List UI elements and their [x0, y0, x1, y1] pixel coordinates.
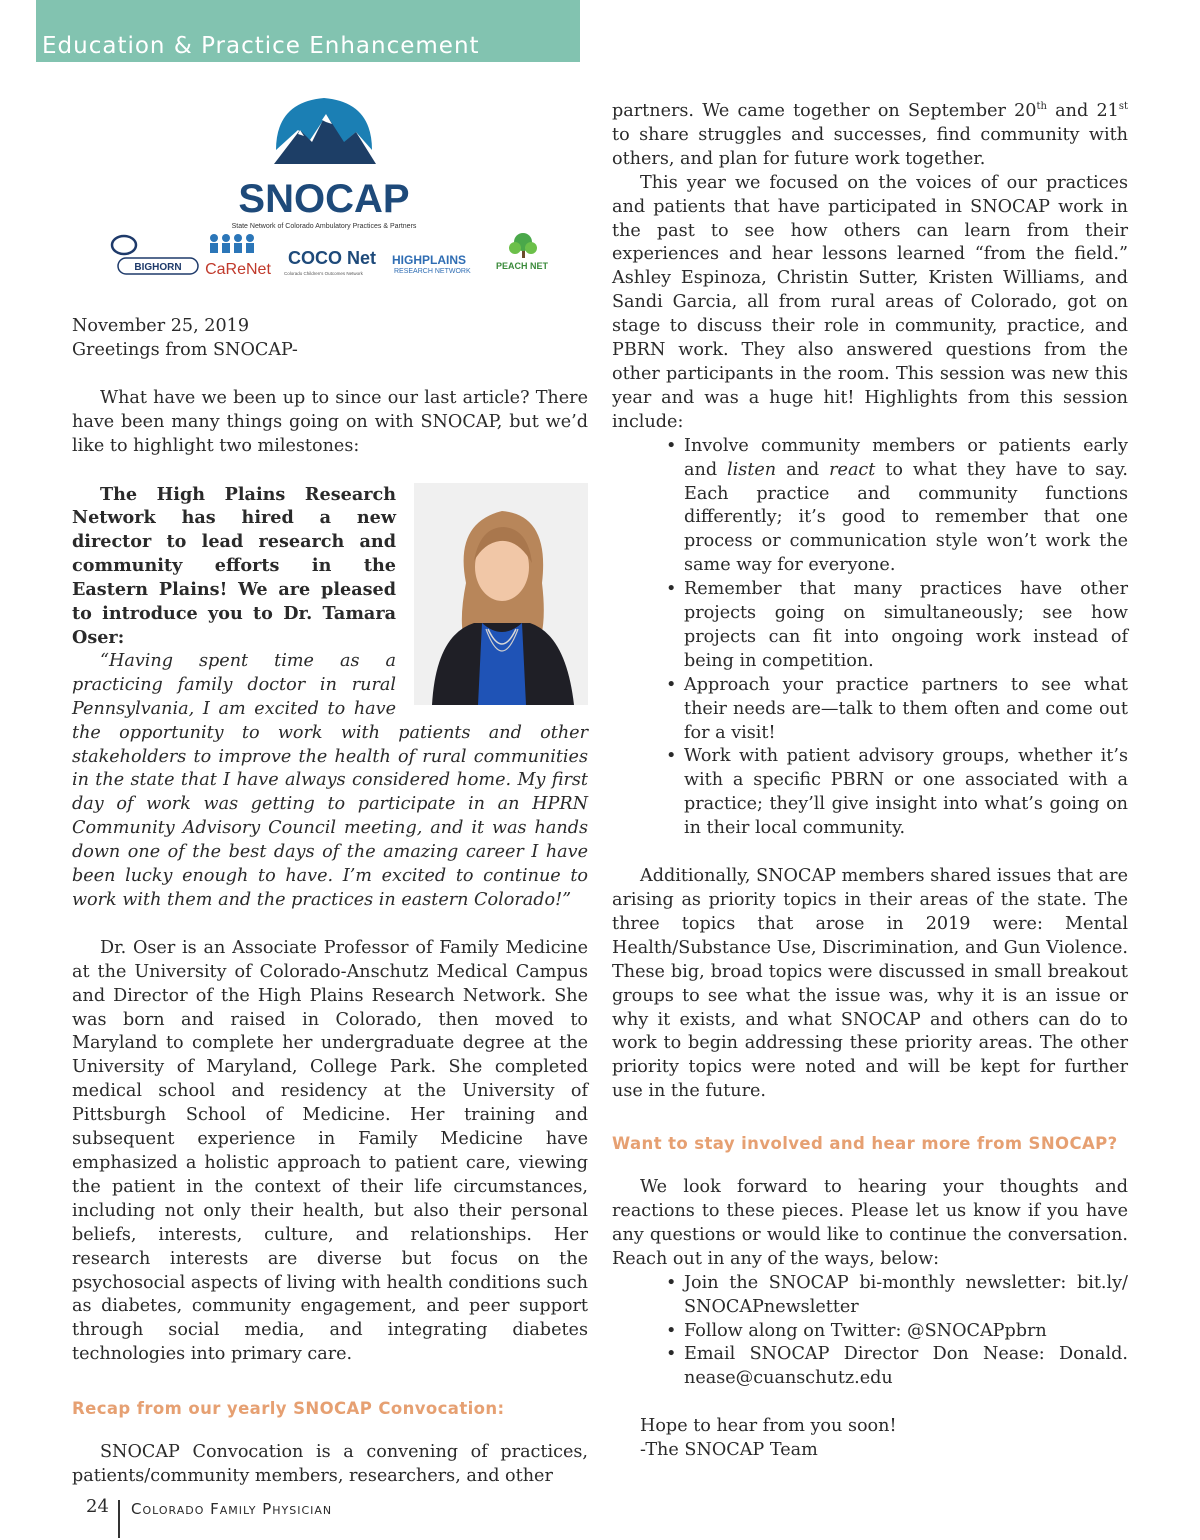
priority-topics-paragraph: Additionally, SNOCAP members shared issues that are arising as priority topics in their areas of the state. The three topics that arose in 2019 were: Mental Health/Substance Use, Discrimination, and Gun Violence. These big, broad topics were discussed in small breakout groups to see what the issue was, why it is an issue or why it exists, and what SNOCAP and others can do to work to begin addressing these priority areas. The other priority topics were noted and will be kept for further use in the future. — [612, 866, 1128, 1102]
section-banner — [36, 0, 580, 62]
partner-coconet: COCO Net — [288, 248, 377, 268]
highlight-item: • Remember that many practices have other projects going on simultaneously; see how projects can fit into ongoing work instead of being in competition. — [684, 578, 1128, 674]
recap-heading: Recap from our yearly SNOCAP Convocation: — [72, 1399, 505, 1419]
left-column — [72, 315, 588, 1489]
carenet-people-icon — [210, 234, 254, 253]
partner-highplains-subtitle: RESEARCH NETWORK — [394, 268, 471, 275]
partner-bighorn: BIGHORN — [134, 262, 182, 273]
email-item: • Email SNOCAP Director Don Nease: Donald. nease@cuanschutz.edu — [684, 1343, 1128, 1391]
director-quote: “Having spent time as a practicing family doctor in rural Pennsylvania, I am excited to have the opportunity to work with patients and other stakeholders to improve the health of rural communities in the state that I have always considered home. My first day of work was getting to participate in an HPRN Community Advisory Council meeting, and it was hands down one of the best days of the amazing career I have been lucky enough to have. I’m excited to continue to work with them and the practices in eastern Colorado!” — [72, 650, 588, 910]
partner-coconet-subtitle: Colorado Children's Outcomes Network — [284, 271, 363, 276]
highlight-item: • Approach your practice partners to see what their needs are—talk to them often and come out for a visit! — [684, 674, 1128, 746]
photo-frame — [412, 483, 588, 705]
section-title: Education & Practice Enhancement — [42, 33, 480, 59]
intro-paragraph: What have we been up to since our last article? There have been many things going on with SNOCAP, but we’d like to highlight two milestones: — [72, 387, 588, 456]
logo-name: SNOCAP — [238, 177, 410, 221]
right-column — [612, 100, 1128, 1463]
signoff-line: -The SNOCAP Team — [640, 1440, 818, 1461]
twitter-item: • Follow along on Twitter: @SNOCAPpbrn — [684, 1320, 1128, 1344]
highlight-item: • Involve community members or patients early and listen and react to what they have to say. Each practice and community functions differently; it’s good to remember that one process or communication style won’t work the same way for everyone. — [684, 435, 1128, 578]
voices-paragraph: This year we focused on the voices of our practices and patients that have participated in SNOCAP work in the past to see how others can learn from their experiences and hear lessons learned “from the field.” Ashley Espinoza, Christin Sutter, Kristen Williams, and Sandi Garcia, all from rural areas of Colorado, got on stage to discuss their role in community, practice, and PBRN work. They also answered questions from the other participants in the room. This session was new this year and was a huge hit! Highlights from this session include: — [612, 172, 1128, 432]
closing-line: Hope to hear from you soon! — [640, 1416, 897, 1437]
convocation-paragraph: SNOCAP Convocation is a convening of practices, patients/community members, researchers, and other — [72, 1442, 588, 1486]
convocation-continued: partners. We came together on September 20th and 21st to share struggles and successes, find community with others, and plan for future work together. — [612, 101, 1128, 169]
dr-oser-photo — [414, 483, 588, 705]
letter-date: November 25, 2019 — [72, 316, 250, 336]
partner-peachnet: PEACH NET — [495, 261, 549, 271]
director-bio: Dr. Oser is an Associate Professor of Family Medicine at the University of Colorado-Anschutz Medical Campus and Director of the High Plains Research Network. She was born and raised in Colorado, then moved to Maryland to complete her undergraduate degree at the University of Maryland, College Park. She completed medical school and residency at the University of Pittsburgh School of Medicine. Her training and subsequent experience in Family Medicine have emphasized a holistic approach to patient care, viewing the patient in the context of their life circumstances, including not only their health, but also their personal beliefs, interests, culture, and relationships. Her research interests are diverse but focus on the psychosocial aspects of living with health conditions such as diabetes, community engagement, and peer support through social media, and integrating diabetes technologies into primary care. — [72, 937, 588, 1365]
contact-list — [612, 1272, 1128, 1392]
partner-logos — [112, 233, 548, 278]
highlight-item: • Work with patient advisory groups, whether it’s with a specific PBRN or one associated with a practice; they’ll give insight into what’s going on in their local community. — [684, 745, 1128, 841]
feedback-paragraph: We look forward to hearing your thoughts and reactions to these pieces. Please let us know if you have any questions or would like to continue the conversation. Reach out in any of the ways, below: — [612, 1177, 1128, 1269]
letter-greeting: Greetings from SNOCAP- — [72, 339, 298, 360]
bighorn-ram-icon — [112, 236, 136, 254]
newsletter-item: • Join the SNOCAP bi-monthly newsletter: bit.ly/ SNOCAPnewsletter — [684, 1272, 1128, 1320]
publication-name: Colorado Family Physician — [131, 1500, 333, 1518]
peachnet-tree-icon — [509, 233, 537, 258]
stay-involved-heading: Want to stay involved and hear more from SNOCAP? — [612, 1134, 1118, 1154]
logo-tagline: State Network of Colorado Ambulatory Practices & Partners — [231, 223, 417, 230]
snocap-logo — [104, 92, 560, 292]
highlights-list — [612, 435, 1128, 841]
footer-divider — [118, 1500, 120, 1538]
partner-highplains: HIGHPLAINS — [392, 253, 467, 267]
partner-carenet: CaReNet — [205, 261, 271, 278]
new-director-announcement: The High Plains Research Network has hired a new director to lead research and community efforts in the Eastern Plains! We are pleased to introduce you to Dr. Tamara Oser: — [72, 483, 396, 648]
page-number: 24 — [86, 1496, 109, 1517]
